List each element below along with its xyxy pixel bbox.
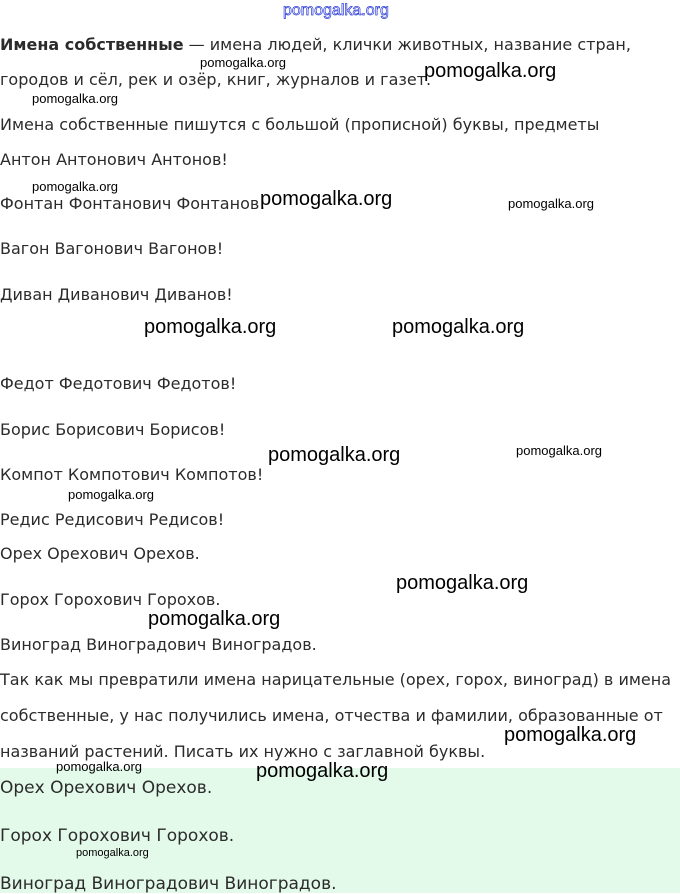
watermark: pomogalka.org xyxy=(32,179,118,194)
watermark: pomogalka.org xyxy=(32,91,118,106)
top-watermark: pomogalka.org xyxy=(283,2,389,19)
watermark: pomogalka.org xyxy=(76,847,149,859)
watermark: pomogalka.org xyxy=(392,316,525,338)
name-line: Виноград Виноградович Виноградов. xyxy=(0,635,317,654)
watermark: pomogalka.org xyxy=(144,316,277,338)
explanation-line: собственные, у нас получились имена, отчества и фамилии, образованные от xyxy=(0,706,663,725)
watermark: pomogalka.org xyxy=(508,196,594,211)
name-line: Горох Горохович Горохов. xyxy=(0,590,221,609)
name-line: Компот Компотович Компотов! xyxy=(0,465,264,484)
explanation-line: Так как мы превратили имена нарицательные (орех, горох, виноград) в имена xyxy=(0,670,672,689)
watermark: pomogalka.org xyxy=(504,724,637,746)
highlighted-name: Виноград Виноградович Виноградов. xyxy=(0,874,337,894)
watermark: pomogalka.org xyxy=(148,608,281,630)
watermark: pomogalka.org xyxy=(268,444,401,466)
explanation-line: названий растений. Писать их нужно с заглавной буквы. xyxy=(0,742,486,761)
watermark: pomogalka.org xyxy=(200,55,286,70)
watermark: pomogalka.org xyxy=(396,572,529,594)
watermark: pomogalka.org xyxy=(68,487,154,502)
highlighted-name: Горох Горохович Горохов. xyxy=(0,826,235,846)
intro-line-1 xyxy=(0,35,631,55)
name-line: Вагон Вагонович Вагонов! xyxy=(0,239,224,258)
watermark: pomogalka.org xyxy=(424,60,557,82)
intro-definition: — имена людей, клички животных, название стран, xyxy=(183,35,631,54)
intro-line-2: городов и сёл, рек и озёр, книг, журналов и газет. xyxy=(0,70,432,89)
watermark: pomogalka.org xyxy=(516,443,602,458)
name-line: Редис Редисович Редисов! xyxy=(0,510,225,529)
name-line: Орех Орехович Орехов. xyxy=(0,544,200,563)
highlighted-name: Орех Орехович Орехов. xyxy=(0,778,213,798)
rule-line: Имена собственные пишутся с большой (прописной) буквы, предметы xyxy=(0,115,600,134)
name-line: Федот Федотович Федотов! xyxy=(0,374,237,393)
watermark: pomogalka.org xyxy=(56,759,142,774)
name-line: Борис Борисович Борисов! xyxy=(0,420,226,439)
watermark: pomogalka.org xyxy=(260,188,393,210)
bold-term: Имена собственные xyxy=(0,35,184,54)
name-line: Диван Диванович Диванов! xyxy=(0,285,233,304)
watermark: pomogalka.org xyxy=(256,760,389,782)
name-line: Антон Антонович Антонов! xyxy=(0,150,228,169)
name-line: Фонтан Фонтанович Фонтанов! xyxy=(0,194,266,213)
